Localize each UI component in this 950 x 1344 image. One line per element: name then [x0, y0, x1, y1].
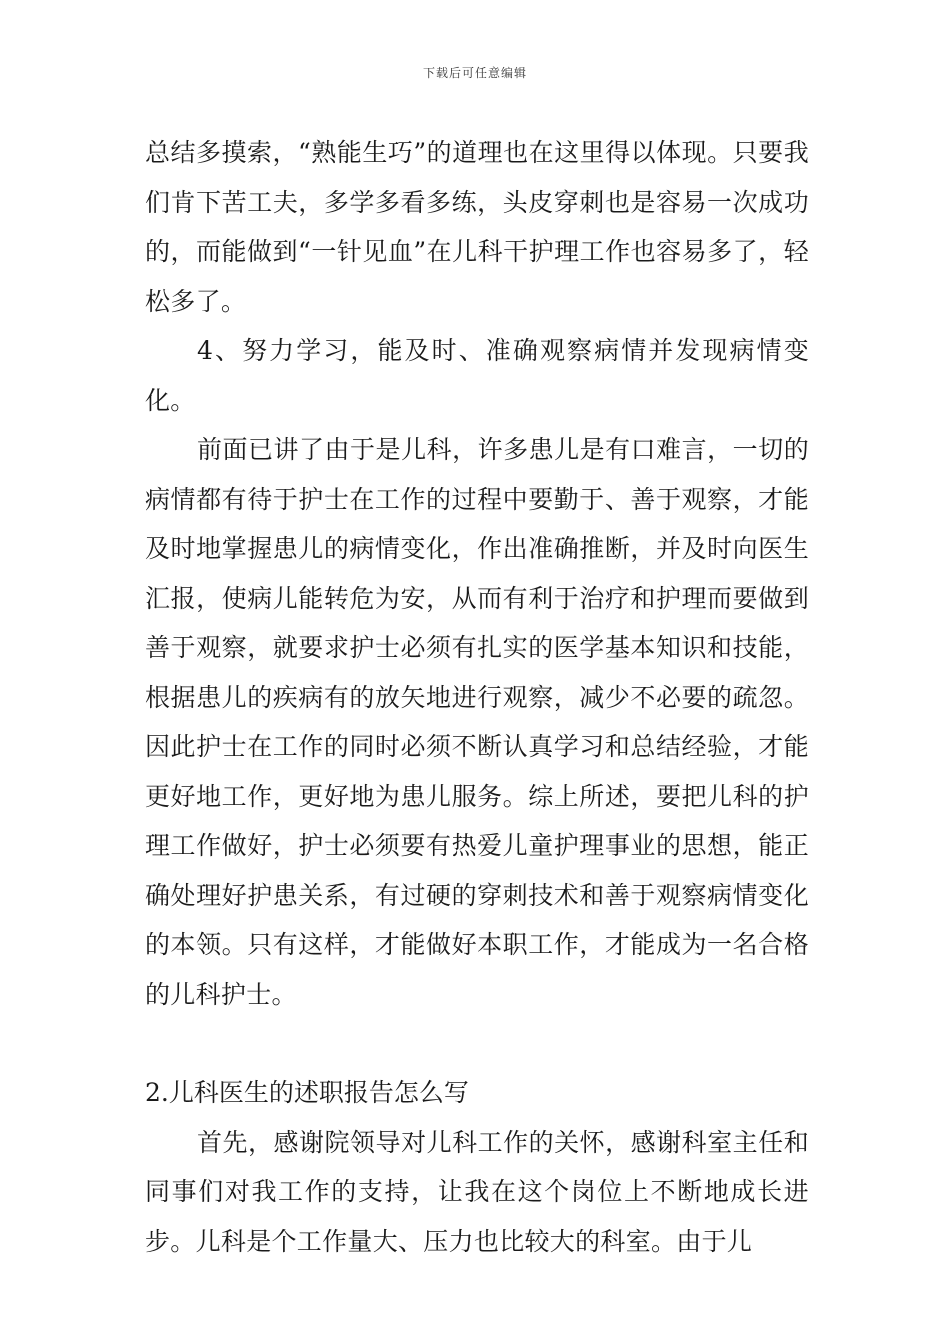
paragraph-continuation: 总结多摸索，“熟能生巧”的道理也在这里得以体现。只要我们肯下苦工夫，多学多看多练，头皮穿刺也是容易一次成功的，而能做到“一针见血”在儿科干护理工作也容易多了，轻松多了。	[145, 138, 809, 316]
section-heading-2: 2.儿科医生的述职报告怎么写	[145, 1078, 469, 1107]
section-point-4: 4、努力学习，能及时、准确观察病情并发现病情变化。	[145, 336, 809, 415]
document-body	[145, 128, 809, 1266]
paragraph-report-intro: 首先，感谢院领导对儿科工作的关怀，感谢科室主任和同事们对我工作的支持，让我在这个岗位上不断地成长进步。儿科是个工作量大、压力也比较大的科室。由于儿	[145, 1127, 809, 1256]
paragraph-observation: 前面已讲了由于是儿科，许多患儿是有口难言，一切的病情都有待于护士在工作的过程中要勤于、善于观察，才能及时地掌握患儿的病情变化，作出准确推断，并及时向医生汇报，使病儿能转危为安，从而有利于治疗和护理而要做到善于观察，就要求护士必须有扎实的医学基本知识和技能，根据患儿的疾病有的放矢地进行观察，减少不必要的疏忽。因此护士在工作的同时必须不断认真学习和总结经验，才能更好地工作，更好地为患儿服务。综上所述，要把儿科的护理工作做好，护士必须要有热爱儿童护理事业的思想，能正确处理好护患关系，有过硬的穿刺技术和善于观察病情变化的本领。只有这样，才能做好本职工作，才能成为一名合格的儿科护士。	[145, 435, 809, 1009]
page-header-note: 下载后可任意编辑	[422, 66, 527, 80]
